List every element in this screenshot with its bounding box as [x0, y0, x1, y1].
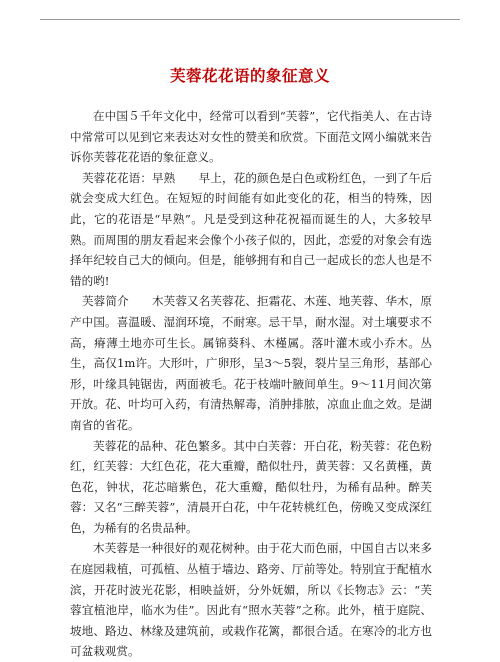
document-title: 芙蓉花花语的象征意义: [169, 66, 330, 85]
header-rule: [40, 19, 460, 20]
document-body: [70, 106, 432, 662]
paragraph-varieties: 芙蓉花的品种、花色繁多。其中白芙蓉：开白花，粉芙蓉：花色粉红，红芙蓉：大红色花，花大重瓣，酷似牡丹，黄芙蓉：又名黄槿，黄色花，钟状，花芯暗紫色，花大重瓣，酷似牡丹，为稀有品种。醉芙蓉：又名“三醉芙蓉”，清晨开白花，中午花转桃红色，傍晚又变成深红色，为稀有的名贵品种。: [70, 438, 432, 535]
paragraph-intro: 在中国５千年文化中，经常可以看到“芙蓉”，它代指美人、在古诗中常常可以见到它来表达对女性的赞美和欣赏。下面范文网小编就来告诉你芙蓉花花语的象征意义。: [70, 109, 432, 165]
paragraph-ornamental: 木芙蓉是一种很好的观花树种。由于花大而色丽，中国自古以来多在庭园栽植，可孤植、丛植于墙边、路旁、厅前等处。特别宜于配植水滨，开花时波光花影，相映益妍，分外妩媚，所以《长物志》云：“芙蓉宜植池岸，临水为佳”。因此有“照水芙蓉”之称。此外，植于庭院、坡地、路边、林缘及建筑前，或栽作花篱，都很合适。在寒冷的北方也可盆栽观赏。: [70, 541, 432, 659]
paragraph-flower-language: 芙蓉花花语：早熟 早上，花的颜色是白色或粉红色，一到了午后就会变成大红色。在短短的时间能有如此变化的花，相当的特殊，因此，它的花语是“早熟”。凡是受到这种花祝福而诞生的人，大多较早熟。而周围的朋友看起来会像个小孩子似的，因此，恋爱的对象会有选择年纪较自己大的倾向。但是，能够拥有和自己一起成长的恋人也是不错的哟!: [70, 170, 432, 288]
paragraph-introduction: 芙蓉简介 木芙蓉又名芙蓉花、拒霜花、木莲、地芙蓉、华木，原产中国。喜温暖、湿润环境，不耐寒。忌干旱，耐水湿。对土壤要求不高，瘠薄土地亦可生长。属锦葵科、木槿属。落叶灌木或小乔木。丛生，高仅1m许。大形叶，广卵形，呈3～5裂，裂片呈三角形，基部心形，叶缘具钝锯齿，两面被毛。花于枝端叶腋间单生。9～11月间次第开放。花、叶均可入药，有清热解毒，消肿排脓，凉血止血之效。是湖南省的省花。: [70, 294, 432, 432]
